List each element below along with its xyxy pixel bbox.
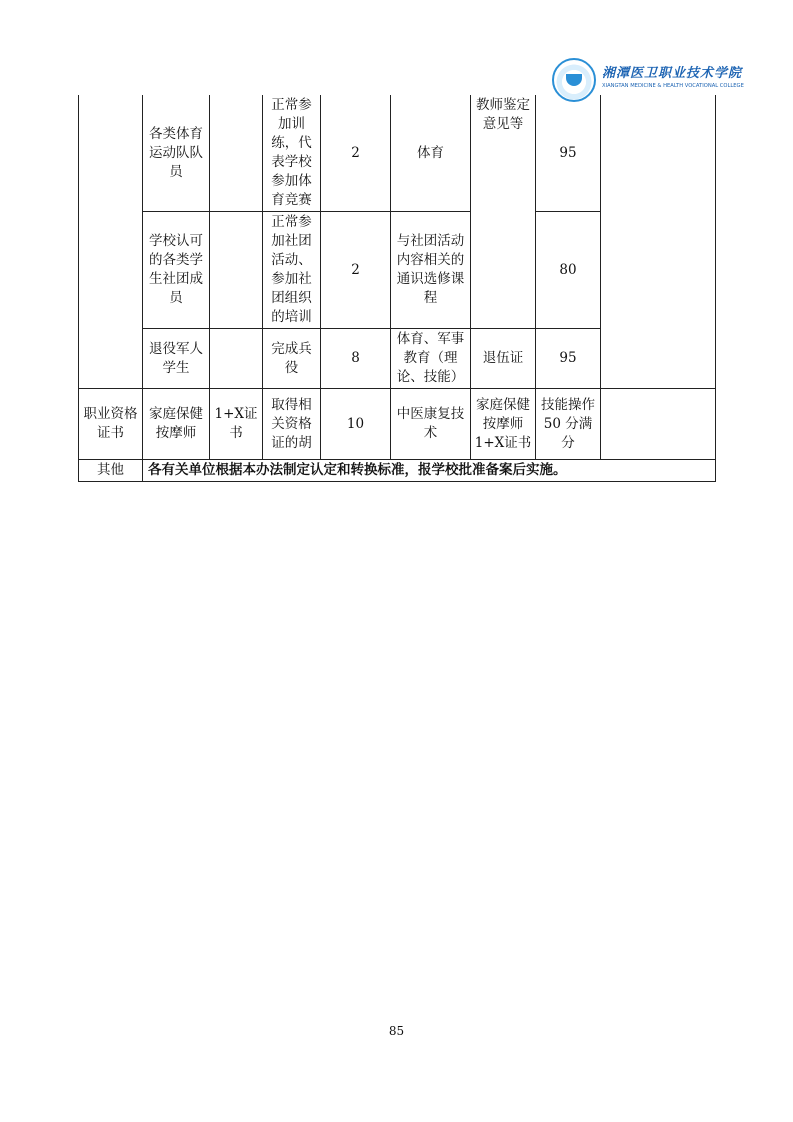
project-cell: 各类体育运动队队员	[143, 95, 210, 212]
basis-cell: 教师鉴定意见等	[471, 95, 536, 329]
basis-cell: 退伍证	[471, 329, 536, 389]
category-cell: 职业资格证书	[79, 389, 143, 460]
other-note-cell: 各有关单位根据本办法制定认定和转换标准，报学校批准备案后实施。	[143, 460, 716, 482]
school-name-en: XIANGTAN MEDICINE & HEALTH VOCATIONAL COLLEGE	[602, 83, 744, 89]
course-cell: 体育、军事教育（理论、技能）	[391, 329, 471, 389]
course-cell: 与社团活动内容相关的通识选修课程	[391, 212, 471, 329]
course-cell: 体育	[391, 95, 471, 212]
credits-cell: 2	[321, 95, 391, 212]
requirement-cell: 完成兵役	[263, 329, 321, 389]
score-cell: 95	[536, 329, 601, 389]
table-row	[79, 95, 716, 212]
level-cell	[210, 212, 263, 329]
school-name-cn: 湘潭医卫职业技术学院	[602, 66, 743, 81]
requirement-cell: 正常参加社团活动、参加社团组织的培训	[263, 212, 321, 329]
credits-cell: 10	[321, 389, 391, 460]
project-cell: 退役军人学生	[143, 329, 210, 389]
credits-cell: 8	[321, 329, 391, 389]
remarks-cell	[601, 95, 716, 389]
score-cell: 技能操作 50 分满分	[536, 389, 601, 460]
level-cell	[210, 95, 263, 212]
project-cell: 学校认可的各类学生社团成员	[143, 212, 210, 329]
table-row	[79, 389, 716, 460]
credit-conversion-table	[78, 95, 716, 482]
requirement-cell: 取得相关资格证的胡	[263, 389, 321, 460]
page-number: 85	[388, 1024, 405, 1038]
category-cell: 其他	[79, 460, 143, 482]
level-cell: 1+X证书	[210, 389, 263, 460]
credits-cell: 2	[321, 212, 391, 329]
score-cell: 95	[536, 95, 601, 212]
course-cell: 中医康复技术	[391, 389, 471, 460]
basis-cell: 家庭保健按摩师 1+X证书	[471, 389, 536, 460]
remarks-cell	[601, 389, 716, 460]
requirement-cell: 正常参加训练，代表学校参加体育竞赛	[263, 95, 321, 212]
score-cell: 80	[536, 212, 601, 329]
level-cell	[210, 329, 263, 389]
category-cell-continued	[79, 95, 143, 389]
project-cell: 家庭保健按摩师	[143, 389, 210, 460]
table-row	[79, 460, 716, 482]
